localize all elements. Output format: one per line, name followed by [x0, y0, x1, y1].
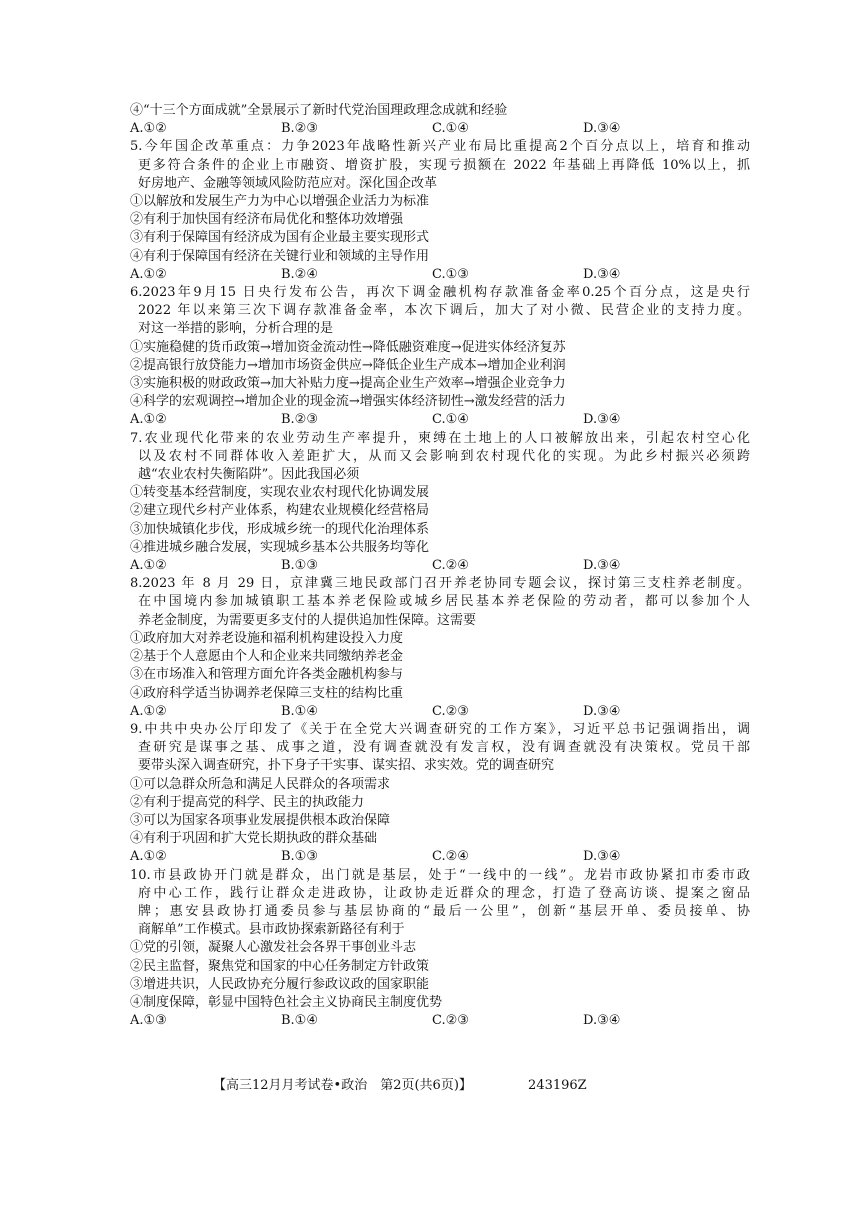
question-stem-line: 养老金制度，为需要更多支付的人提供追加性保障。这需要 — [138, 612, 477, 628]
answer-choice: D.③④ — [583, 849, 621, 865]
answer-choice: C.②④ — [432, 849, 469, 865]
question-stem-line: 10.市县政协开门就是群众，出门就是基层，处于“一线中的一线”。龙岩市政协紧扣市委市政 — [130, 867, 750, 883]
question-stem-line: 5.今年国企改革重点：力争2023年战略性新兴产业布局比重提高2个百分点以上，培育和推动 — [130, 139, 750, 155]
answer-choice: B.②④ — [281, 266, 318, 282]
question-stem-line: 以及农村不同群体收入差距扩大，从而又会影响到农村现代化的实现。为此乡村振兴必须跨 — [138, 448, 750, 464]
question-stem — [130, 430, 750, 485]
question-stem-line: 在中国境内参加城镇职工基本养老保险或城乡居民基本养老保险的劳动者，都可以参加个人 — [138, 594, 750, 610]
answer-choice: C.①④ — [432, 121, 469, 137]
statement-option: ①党的引领，凝聚人心激发社会各界干事创业斗志 — [130, 940, 417, 956]
statement-option: ④科学的宏观调控→增加企业的现金流→增强实体经济韧性→激发经营的活力 — [130, 394, 566, 410]
question-stem-line: 越“农业农村失衡陷阱”。因此我国必须 — [138, 467, 360, 483]
page-footer — [213, 1074, 733, 1093]
answer-choices — [130, 1012, 750, 1030]
statement-option: ①转变基本经营制度，实现农业农村现代化协调发展 — [130, 485, 430, 501]
statement-option: ②基于个人意愿由个人和企业来共同缴纳养老金 — [130, 649, 404, 665]
question-stem — [130, 138, 750, 193]
question-stem-line: 9.中共中央办公厅印发了《关于在全党大兴调查研究的工作方案》，习近平总书记强调指出，调 — [130, 721, 750, 737]
answer-choice: C.①④ — [432, 412, 469, 428]
statement-option: ④政府科学适当协调养老保障三支柱的结构比重 — [130, 685, 404, 701]
question-stem-line: 2022 年以来第三次下调存款准备金率，本次下调后，加大了对小微、民营企业的支持力度。 — [138, 303, 750, 319]
statement-option: ②民主监督，聚焦党和国家的中心任务制定方针政策 — [130, 958, 430, 974]
answer-choice: A.①② — [130, 412, 167, 428]
question-stem-line: 6.2023年9月15 日央行发布公告，再次下调金融机构存款准备金率0.25个百分点，这是央行 — [130, 285, 750, 301]
statement-option: ④制度保障，彰显中国特色社会主义协商民主制度优势 — [130, 994, 443, 1010]
statement-option: ③增进共识，人民政协充分履行参政议政的国家职能 — [130, 976, 430, 992]
question-stem — [130, 284, 750, 339]
statement-option: ②建立现代乡村产业体系，构建农业规模化经营格局 — [130, 503, 430, 519]
answer-choice: A.①② — [130, 849, 167, 865]
question-stem — [130, 867, 750, 940]
exam-page — [130, 102, 750, 1030]
answer-choice: C.②③ — [432, 1013, 469, 1029]
answer-choices — [130, 848, 750, 866]
answer-choice: C.①③ — [432, 266, 469, 282]
statement-option: ③加快城镇化步伐，形成城乡统一的现代化治理体系 — [130, 521, 430, 537]
answer-choices — [130, 120, 750, 138]
statement-option: ③可以为国家各项事业发展提供根本政治保障 — [130, 812, 391, 828]
answer-choice: A.①③ — [130, 1013, 167, 1029]
answer-choice: B.①④ — [281, 703, 318, 719]
answer-choice: B.①④ — [281, 1013, 318, 1029]
answer-choice: A.①② — [130, 558, 167, 574]
question-stem-line: 牌；惠安县政协打通委员参与基层协商的“最后一公里”，创新“基层开单、委员接单、协 — [138, 903, 750, 919]
answer-choice: A.①② — [130, 703, 167, 719]
question-stem-line: 要带头深入调查研究，扑下身子干实事、谋实招、求实效。党的调查研究 — [138, 758, 555, 774]
answer-choice: C.②④ — [432, 558, 469, 574]
question-stem-line: 8.2023 年 8 月 29 日，京津冀三地民政部门召开养老协同专题会议，探讨第三支柱养老制度。 — [130, 576, 750, 592]
footer-label: 【高三12月月考试卷•政治 第2页(共6页)】 — [213, 1078, 472, 1093]
question-stem-line: 7.农业现代化带来的农业劳动生产率提升，柬缚在土地上的人口被解放出来，引起农村空心化 — [130, 430, 750, 446]
answer-choices — [130, 411, 750, 429]
question-stem-line: 好房地产、金融等领域风险防范应对。深化国企改革 — [138, 175, 438, 191]
question-stem — [130, 721, 750, 776]
answer-choice: D.③④ — [583, 558, 621, 574]
statement-option: ④“十三个方面成就”全景展示了新时代党治国理政理念成就和经验 — [130, 103, 508, 118]
answer-choice: D.③④ — [583, 703, 621, 719]
statement-option: ③实施积极的财政政策→加大补贴力度→提高企业生产效率→增强企业竞争力 — [130, 376, 566, 392]
answer-choices — [130, 557, 750, 575]
answer-choice: D.③④ — [583, 266, 621, 282]
answer-choice: B.①③ — [281, 849, 318, 865]
statement-option: ③在市场准入和管理方面允许各类金融机构参与 — [130, 667, 404, 683]
statement-option: ①政府加大对养老设施和福利机构建设投入力度 — [130, 630, 404, 646]
statement-option: ②提高银行放贷能力→增加市场资金供应→降低企业生产成本→增加企业利润 — [130, 357, 566, 373]
question-stem-line: 商解单”工作模式。县市政协探索新路径有利于 — [138, 922, 405, 938]
answer-choice: B.①③ — [281, 558, 318, 574]
statement-option: ④推进城乡融合发展，实现城乡基本公共服务均等化 — [130, 539, 430, 555]
answer-choice: C.②③ — [432, 703, 469, 719]
answer-choice: D.③④ — [583, 121, 621, 137]
answer-choice: B.②③ — [281, 412, 318, 428]
question-stem-line: 更多符合条件的企业上市融资、增资扩股，实现亏损额在 2022 年基础上再降低 10%以上，抓 — [138, 157, 750, 173]
answer-choice: B.②③ — [281, 121, 318, 137]
statement-option: ②有利于提高党的科学、民主的执政能力 — [130, 794, 365, 810]
question-stem-line: 府中心工作，践行让群众走进政协，让政协走近群众的理念，打造了登高访谈、提案之窗品 — [138, 885, 750, 901]
answer-choice: D.③④ — [583, 1013, 621, 1029]
statement-option: ④有利于保障国有经济在关键行业和领域的主导作用 — [130, 248, 430, 264]
answer-choices — [130, 703, 750, 721]
statement-option: ④有利于巩固和扩大党长期执政的群众基础 — [130, 831, 378, 847]
statement-option: ①可以急群众所急和满足人民群众的各项需求 — [130, 776, 391, 792]
question-stem-line: 对这一举措的影响，分析合理的是 — [138, 321, 334, 337]
statement-option: ①实施稳健的货币政策→增加资金流动性→降低融资难度→促进实体经济复苏 — [130, 339, 566, 355]
answer-choice: A.①② — [130, 266, 167, 282]
statement-option: ③有利于保障国有经济成为国有企业最主要实现形式 — [130, 230, 430, 246]
answer-choices — [130, 266, 750, 284]
statement-option: ①以解放和发展生产力为中心以增强企业活力为标准 — [130, 194, 430, 210]
question-stem — [130, 575, 750, 630]
statement-option: ②有利于加快国有经济布局优化和整体功效增强 — [130, 212, 404, 228]
paper-code: 243196Z — [528, 1078, 587, 1093]
question-stem-line: 查研究是谋事之基、成事之道，没有调查就没有发言权，没有调查就没有决策权。党员干部 — [138, 740, 750, 756]
answer-choice: A.①② — [130, 121, 167, 137]
answer-choice: D.③④ — [583, 412, 621, 428]
